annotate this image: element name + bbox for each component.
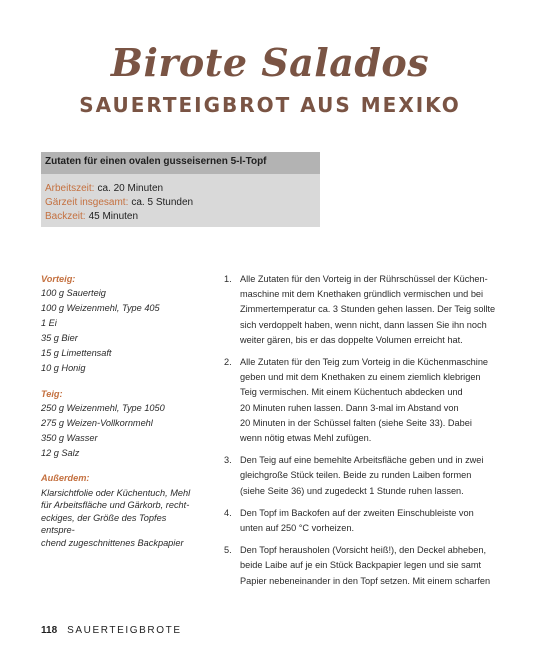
step-line: Den Teig auf eine bemehlte Arbeitsfläche geben und in zwei <box>240 455 484 466</box>
time-label: Backzeit: <box>45 211 86 222</box>
step-line: Papier nebeneinander in den Topf setzen. Mit einem scharfen <box>240 575 491 586</box>
step-line: geben und mit dem Knethaken zu einem ziemlich klebrigen <box>240 372 481 383</box>
step-line: Teig vermischen. Mit einem Küchentuch abdecken und <box>240 387 463 398</box>
ingredient-item: 35 g Bier <box>41 333 78 344</box>
step-number: 4. <box>224 507 232 518</box>
step-number: 5. <box>224 545 232 556</box>
ingredient-item: 12 g Salz <box>41 447 80 458</box>
info-heading: Zutaten für einen ovalen gusseisernen 5-l-Topf <box>45 156 267 167</box>
step-line: sich verdoppelt haben, wenn nicht, dann lassen Sie ihn noch <box>240 319 487 330</box>
step-line: (siehe Seite 36) und zugedeckt 1 Stunde ruhen lassen. <box>240 485 464 496</box>
page-number: 118 <box>41 625 58 636</box>
instructions-list <box>224 272 504 596</box>
extras-line: eckiges, der Größe des Topfes entspre- <box>41 512 167 536</box>
section-ausserdem-title: Außerdem: <box>41 472 90 483</box>
step-line: 20 Minuten ruhen lassen. Dann 3-mal im Abstand von <box>240 402 459 413</box>
step-number: 3. <box>224 455 232 466</box>
ingredient-item: 100 g Weizenmehl, Type 405 <box>41 303 160 314</box>
time-value: ca. 20 Minuten <box>97 183 164 194</box>
extras-line: chend zugeschnittenes Backpapier <box>41 537 184 548</box>
ingredient-item: 15 g Limettensaft <box>41 348 112 359</box>
step-line: Zimmertemperatur ca. 3 Stunden gehen lassen. Der Teig sollte <box>240 304 496 315</box>
ingredient-item: 275 g Weizen-Vollkornmehl <box>41 417 153 428</box>
extras-line: für Arbeitsfläche und Gärkorb, recht- <box>41 500 190 511</box>
step-5 <box>224 543 504 589</box>
extras-note <box>41 487 199 550</box>
step-line: Alle Zutaten für den Teig zum Vorteig in die Küchenmaschine <box>240 357 489 368</box>
step-line: weiter gären, bis er das doppelte Volumen erreicht hat. <box>240 334 463 345</box>
ingredient-item: 10 g Honig <box>41 363 86 374</box>
step-line: Alle Zutaten für den Vorteig in der Rührschüssel der Küchen- <box>240 274 488 284</box>
step-line: unten auf 250 °C vorheizen. <box>240 523 355 534</box>
step-number: 1. <box>224 274 232 284</box>
step-line: 20 Minuten in der Schüssel falten (siehe Seite 33). Dabei <box>240 417 472 428</box>
time-work <box>45 183 163 194</box>
step-line: Den Topf im Backofen auf der zweiten Einschubleiste von <box>240 507 474 518</box>
section-teig-title: Teig: <box>41 388 63 399</box>
recipe-title: Birote Salados <box>110 40 430 85</box>
step-1 <box>224 272 504 348</box>
recipe-subtitle: SAUERTEIGBROT AUS MEXIKO <box>79 93 461 117</box>
step-line: wenn nötig etwas Mehl zufügen. <box>240 433 372 444</box>
section-vorteig-title: Vorteig: <box>41 274 76 284</box>
page-footer <box>41 625 182 636</box>
time-label: Arbeitszeit: <box>45 183 95 194</box>
ingredient-item: 250 g Weizenmehl, Type 1050 <box>41 402 165 413</box>
extras-line: Klarsichtfolie oder Küchentuch, Mehl <box>41 487 191 498</box>
times-box <box>41 174 320 227</box>
section-label: SAUERTEIGBROTE <box>67 625 182 636</box>
time-bake <box>45 211 138 222</box>
ingredient-item: 100 g Sauerteig <box>41 288 106 298</box>
step-line: maschine mit dem Knethaken gründlich vermischen und bei <box>240 289 484 300</box>
step-3 <box>224 453 504 499</box>
time-ferment <box>45 197 193 208</box>
step-line: beide Laibe auf je ein Stück Backpapier legen und sie samt <box>240 560 482 571</box>
info-heading-box <box>41 152 320 174</box>
time-value: 45 Minuten <box>88 211 139 222</box>
time-label: Gärzeit insgesamt: <box>45 197 129 208</box>
step-line: Den Topf herausholen (Vorsicht heiß!), den Deckel abheben, <box>240 545 487 556</box>
step-2 <box>224 355 504 446</box>
step-line: gleichgroße Stück teilen. Beide zu runden Laiben formen <box>240 470 472 481</box>
step-4 <box>224 506 504 536</box>
ingredient-item: 350 g Wasser <box>41 432 98 443</box>
step-number: 2. <box>224 357 232 368</box>
ingredients-column <box>41 272 201 549</box>
ingredient-item: 1 Ei <box>41 318 57 329</box>
time-value: ca. 5 Stunden <box>131 197 194 208</box>
